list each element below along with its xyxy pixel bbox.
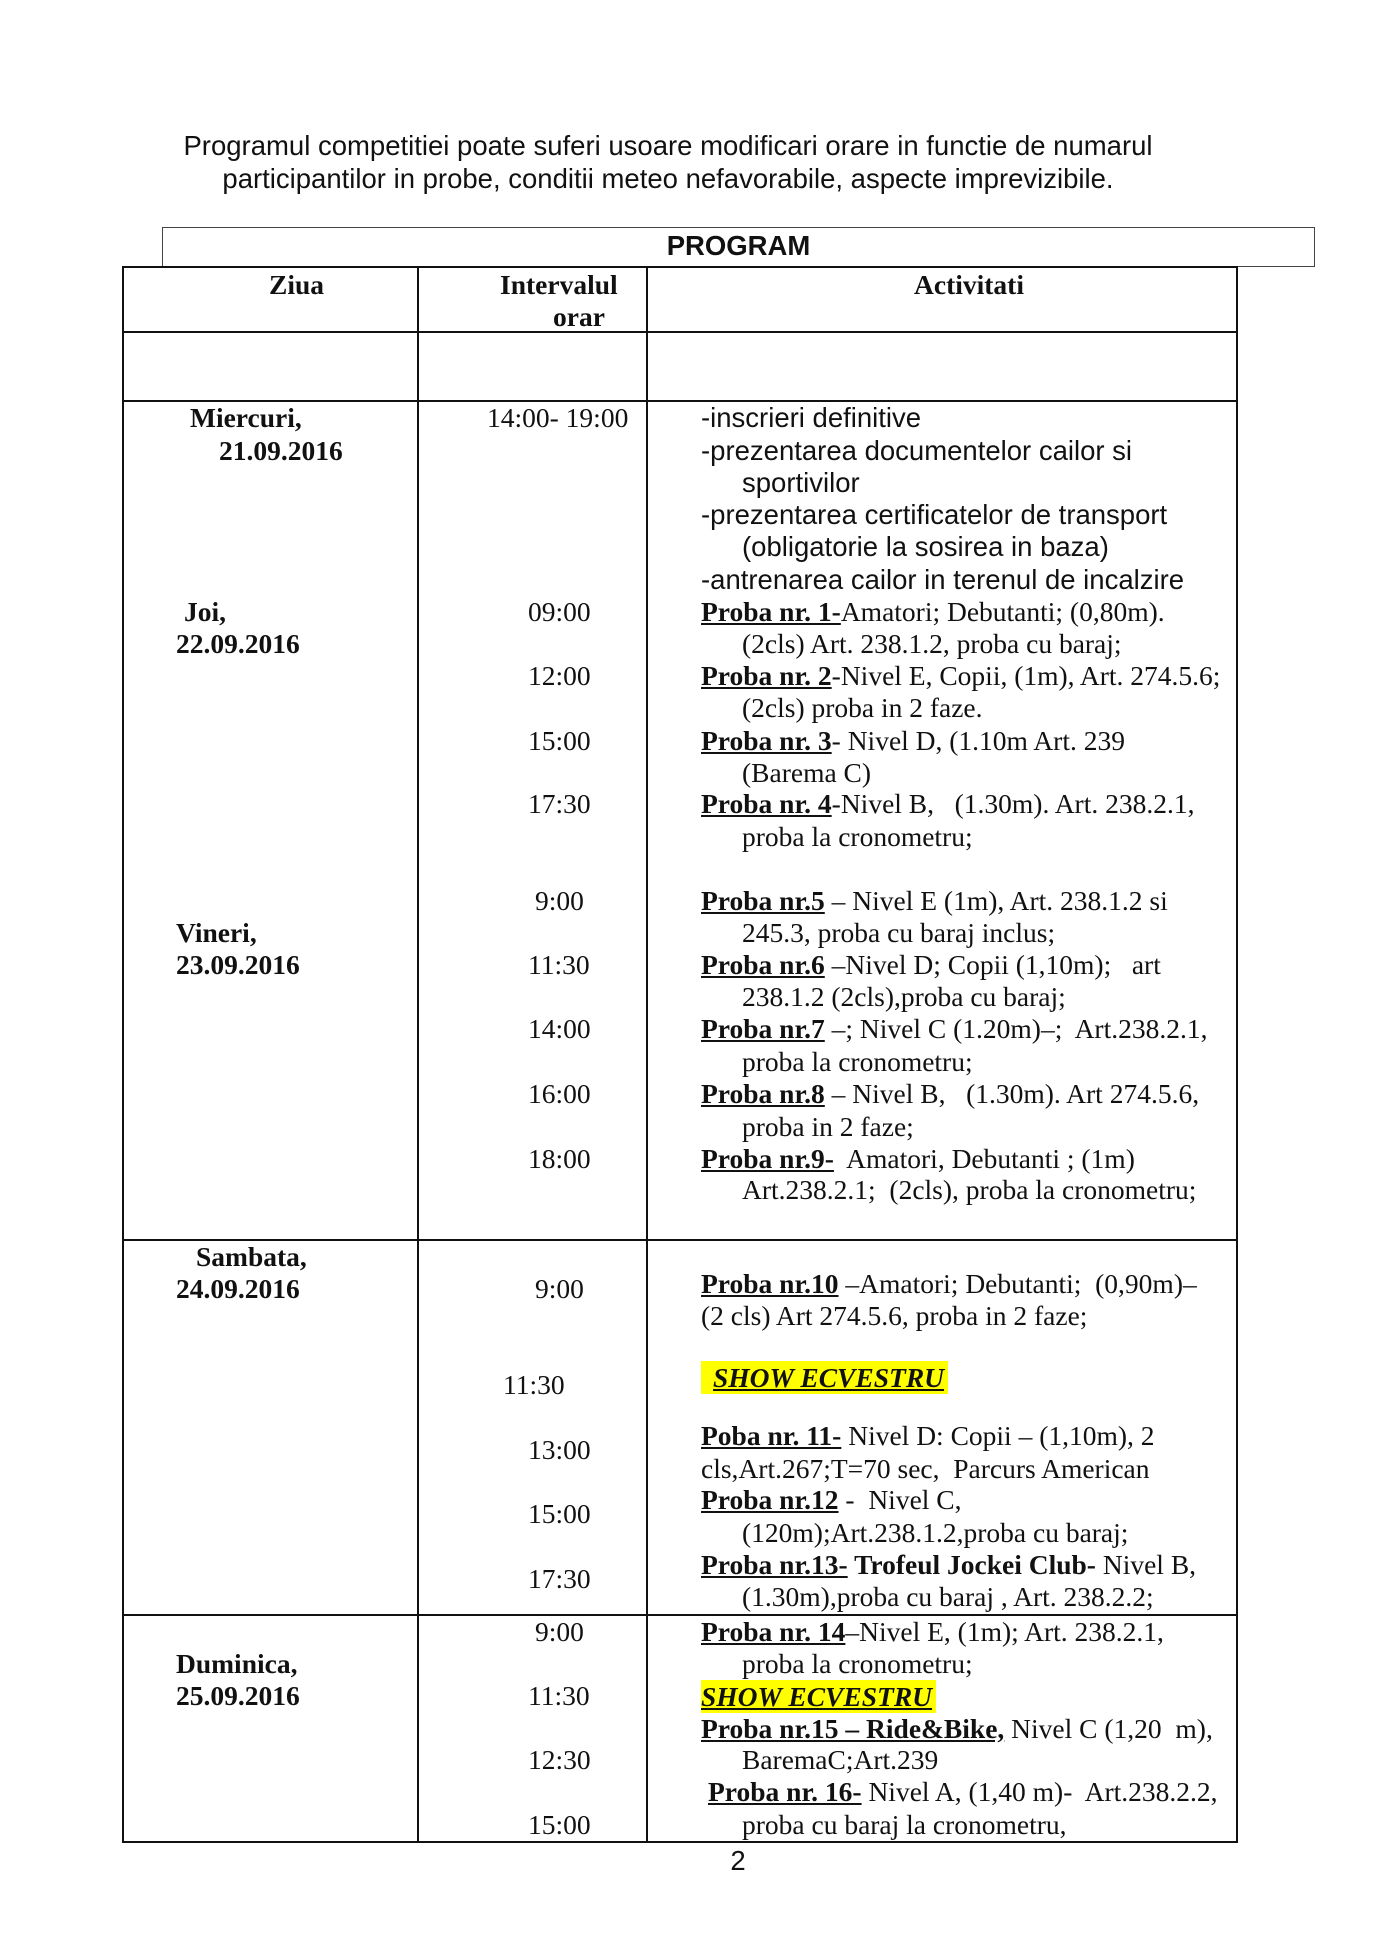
activity-line [701,596,1165,628]
time-slot: 13:00 [528,1434,591,1465]
event-label: Proba nr.10 [701,1268,839,1299]
activity-line [701,1616,1164,1648]
activity-line [701,1484,962,1516]
event-label: Proba nr. 14 [701,1616,846,1647]
event-text: Nivel B, [1095,1549,1197,1580]
header-activities: Activitati [914,269,1024,300]
show-highlight: SHOW ECVESTRU [701,1680,936,1713]
day-date: 22.09.2016 [176,628,300,659]
activity-line [708,1776,1218,1808]
activity-line: 238.1.2 (2cls),proba cu baraj; [742,981,1066,1012]
program-title: PROGRAM [666,230,811,261]
event-label: Proba nr. 1- [701,596,841,627]
activity-line: (2cls) proba in 2 faze. [742,692,983,723]
activity-line: Art.238.2.1; (2cls), proba la cronometru; [742,1174,1197,1205]
time-slot: 15:00 [528,725,591,756]
activity-line: proba in 2 faze; [742,1111,914,1142]
notice-line-1: Programul competitiei poate suferi usoare modificari orare in functie de numarul [183,130,1153,161]
event-label: Proba nr. 3 [701,725,832,756]
event-label: Proba nr.8 [701,1078,825,1109]
time-slot: 12:30 [528,1744,591,1775]
event-text: - Nivel C, [838,1484,962,1515]
activity-line: (Barema C) [742,757,872,788]
day-name: Vineri, [176,917,257,948]
event-label: Proba nr. 4 [701,788,832,819]
day-name: Joi, [184,596,227,627]
activity-line: (2 cls) Art 274.5.6, proba in 2 faze; [701,1300,1088,1331]
activity-line: -antrenarea cailor in terenul de incalzire [701,564,1185,595]
event-label: Proba nr.13- [701,1549,848,1580]
activity-line [701,660,1220,692]
activity-line: BaremaC;Art.239 [742,1744,939,1775]
activity-line: 245.3, proba cu baraj inclus; [742,917,1056,948]
event-label: Proba nr.12 [701,1484,839,1515]
header-interval: Intervalul [500,269,618,300]
event-text: -Nivel E, Copii, (1m), Art. 274.5.6; [831,660,1221,691]
header-interval-2: orar [553,301,605,332]
activity-line [701,885,1168,917]
day-date: 21.09.2016 [219,435,343,466]
activity-line: cls,Art.267;T=70 sec, Parcurs American [701,1453,1150,1484]
activity-line [701,1013,1207,1045]
activity-line [701,1420,1155,1452]
event-strong: Trofeul Jockei Club- [847,1549,1096,1580]
activity-line: proba la cronometru; [742,1648,973,1679]
time-slot: 17:30 [528,1563,591,1594]
activity-line: -prezentarea documentelor cailor si [701,435,1133,466]
time-slot: 11:30 [503,1369,565,1400]
event-text: –Nivel D; Copii (1,10m); art [824,949,1161,980]
activity-line [701,1078,1199,1110]
event-text: -Nivel B, (1.30m). Art. 238.2.1, [831,788,1195,819]
event-text: Nivel A, (1,40 m)- Art.238.2.2, [861,1776,1218,1807]
event-text: –Nivel E, (1m); Art. 238.2.1, [845,1616,1164,1647]
show-line [701,1680,936,1713]
event-label: Proba nr. 2 [701,660,832,691]
day-name: Miercuri, [190,402,302,433]
day-name: Duminica, [176,1648,298,1679]
event-label: Poba nr. 11- [701,1420,842,1451]
activity-line [701,788,1194,820]
event-label: Proba nr. 16- [708,1776,862,1807]
time-slot: 11:30 [528,949,590,980]
event-label: Proba nr.7 [701,1013,825,1044]
event-text: –Amatori; Debutanti; (0,90m)– [838,1268,1197,1299]
column-divider-day-time [417,266,419,1843]
show-highlight: SHOW ECVESTRU [701,1361,948,1394]
time-slot: 18:00 [528,1143,591,1174]
time-slot: 14:00- 19:00 [487,402,629,433]
time-slot: 9:00 [535,885,584,916]
event-text: - Nivel D, (1.10m Art. 239 [831,725,1125,756]
activity-line [701,1143,1135,1175]
activity-line [701,725,1125,757]
day-date: 24.09.2016 [176,1273,300,1304]
event-label: Proba nr.15 – Ride&Bike, [701,1713,1005,1744]
time-slot: 09:00 [528,596,591,627]
time-slot: 9:00 [535,1273,584,1304]
notice-line-2: participantilor in probe, conditii meteo nefavorabile, aspecte imprevizibile. [222,163,1114,194]
event-text: Nivel C (1,20 m), [1004,1713,1213,1744]
time-slot: 14:00 [528,1013,591,1044]
event-label: Proba nr.9- [701,1143,834,1174]
activity-line: sportivilor [742,467,860,498]
activity-line: -inscrieri definitive [701,402,922,433]
column-divider-time-activity [646,266,648,1843]
time-slot: 12:00 [528,660,591,691]
time-slot: 9:00 [535,1616,584,1647]
page-number: 2 [730,1845,746,1876]
activity-line: proba la cronometru; [742,821,973,852]
event-text: – Nivel B, (1.30m). Art 274.5.6, [824,1078,1200,1109]
event-text: Amatori; Debutanti; (0,80m). [840,596,1165,627]
activity-line: (120m);Art.238.1.2,proba cu baraj; [742,1517,1129,1548]
day-date: 25.09.2016 [176,1680,300,1711]
event-text: –; Nivel C (1.20m)–; Art.238.2.1, [824,1013,1208,1044]
row-divider-header [122,331,1238,333]
activity-line: (1.30m),proba cu baraj , Art. 238.2.2; [742,1581,1154,1612]
time-slot: 15:00 [528,1498,591,1529]
header-day: Ziua [269,269,325,300]
activity-line [701,949,1161,981]
time-slot: 16:00 [528,1078,591,1109]
day-date: 23.09.2016 [176,949,300,980]
day-name: Sambata, [196,1241,307,1272]
time-slot: 17:30 [528,788,591,819]
activity-line [701,1268,1197,1300]
event-text: Amatori, Debutanti ; (1m) [833,1143,1135,1174]
activity-line: proba cu baraj la cronometru, [742,1809,1067,1840]
event-text: Nivel D: Copii – (1,10m), 2 [841,1420,1155,1451]
activity-line: (2cls) Art. 238.1.2, proba cu baraj; [742,628,1122,659]
event-label: Proba nr.6 [701,949,825,980]
activity-line: proba la cronometru; [742,1046,973,1077]
activity-line: -prezentarea certificatelor de transport [701,499,1168,530]
time-slot: 15:00 [528,1809,591,1840]
event-text: – Nivel E (1m), Art. 238.1.2 si [824,885,1168,916]
time-slot: 11:30 [528,1680,590,1711]
event-label: Proba nr.5 [701,885,825,916]
activity-line [701,1713,1213,1745]
show-line [701,1361,948,1394]
activity-line [701,1549,1196,1581]
activity-line: (obligatorie la sosirea in baza) [742,531,1109,562]
